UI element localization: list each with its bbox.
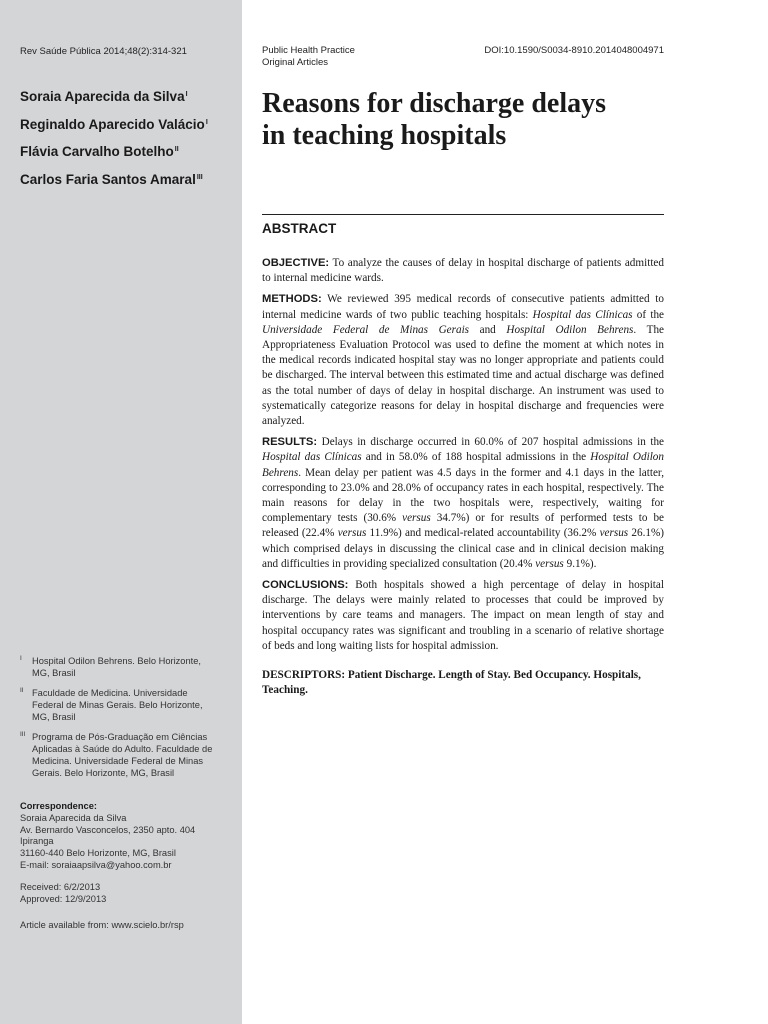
affiliation-item: III Programa de Pós-Graduação em Ciências Aplicadas à Saúde do Adulto. Faculdade de Medicina. Universidade Federal de Minas Gerais. Belo Horizonte, MG, Brasil bbox=[20, 731, 213, 778]
abstract-methods: METHODS: We reviewed 395 medical records of consecutive patients admitted to internal medicine wards of two public teaching hospitals: Hospital das Clínicas of the Universidade Federal de Minas Gerais and Hospital Odilon Behrens. The Appropriateness Evaluation Protocol was used to define the moment at which notes in the medical records indicated hospital stay was no longer appropriate and patients could be discharged. The interval between this estimated time and actual discharge was defined as the total number of days of delay in hospital discharge. An instrument was used to systematically categorize reasons for delay in hospital discharge and frequencies were analyzed. bbox=[262, 293, 665, 428]
article-title: Reasons for discharge delays in teaching hospitals bbox=[262, 88, 607, 151]
author-list bbox=[20, 89, 235, 199]
author-name: Soraia Aparecida da Silva$^I$ bbox=[20, 89, 188, 104]
section-info: Public Health Practice Original Articles bbox=[262, 45, 355, 68]
email-address[interactable]: E-mail: soraiaapsilva@yahoo.com.br bbox=[20, 859, 172, 870]
abstract-conclusions: CONCLUSIONS: Both hospitals showed a high percentage of delay in hospital discharge. The delays were mainly related to processes that could be improved by interventions by care teams and managers. The impact on mean length of stay and hospital occupancy rates was significant and troubling in a scenario of relative shortage of beds and long waiting lists for hospital admission. bbox=[262, 579, 664, 652]
affiliations bbox=[20, 655, 235, 787]
abstract-descriptors: DESCRIPTORS: Patient Discharge. Length of Stay. Bed Occupancy. Hospitals, Teaching. bbox=[262, 669, 641, 697]
correspondence: Correspondence: Soraia Aparecida da Silva Av. Bernardo Vasconcelos, 2350 apto. 404 Ipiranga 31160-440 Belo Horizonte, MG, Brasil E-mail: soraiaapsilva@yahoo.com.br bbox=[20, 801, 235, 872]
author-name: Flávia Carvalho Botelho$^{II}$ bbox=[20, 144, 179, 159]
abstract-objective: OBJECTIVE: To analyze the causes of delay in hospital discharge of patients admitted to internal medicine wards. bbox=[262, 257, 664, 285]
abstract-heading: ABSTRACT bbox=[262, 221, 337, 236]
article-dates bbox=[20, 882, 106, 906]
author-name: Reginaldo Aparecido Valácio$^I$ bbox=[20, 116, 208, 132]
affiliation-item: II Faculdade de Medicina. Universidade Federal de Minas Gerais. Belo Horizonte, MG, Brasil bbox=[20, 687, 203, 722]
divider bbox=[262, 214, 664, 215]
article-availability-link[interactable]: Article available from: www.scielo.br/rsp bbox=[20, 920, 184, 930]
abstract-body bbox=[262, 256, 664, 704]
affiliation-item: I Hospital Odilon Behrens. Belo Horizonte, MG, Brasil bbox=[20, 655, 201, 678]
journal-citation: Rev Saúde Pública 2014;48(2):314-321 bbox=[20, 46, 187, 57]
abstract-results: RESULTS: Delays in discharge occurred in 60.0% of 207 hospital admissions in the Hospital das Clínicas and in 58.0% of 188 hospital admissions in the Hospital Odilon Behrens. Mean delay per patient was 4.5 days in the former and 4.1 days in the latter, corresponding to 23.0% and 28.0% of occupancy rates in each hospital, respectively. The main reasons for delay in the two hospitals were, respectively, waiting for complementary tests (30.6% versus 34.7%) or for results of performed tests to be released (22.4% versus 11.9%) and medical-related accountability (36.2% versus 26.1%) which comprised delays in discussing the clinical case and in clinical decision making and difficulties in providing specialized consultation (20.4% versus 9.1%). bbox=[262, 436, 665, 570]
doi[interactable]: DOI:10.1590/S0034-8910.2014048004971 bbox=[484, 45, 664, 56]
received-date: Received: 6/2/2013 bbox=[20, 882, 101, 892]
approved-date: Approved: 12/9/2013 bbox=[20, 893, 107, 904]
author-name: Carlos Faria Santos Amaral$^{III}$ bbox=[20, 171, 203, 187]
